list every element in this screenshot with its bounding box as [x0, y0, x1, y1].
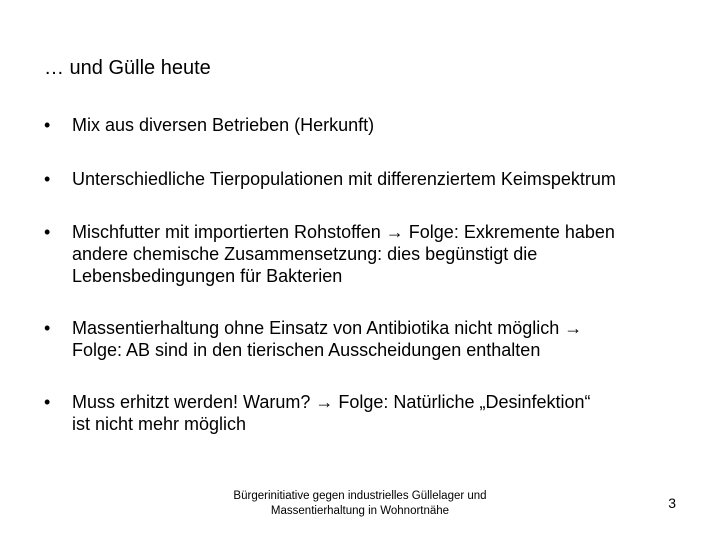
bullet-text: Mix aus diversen Betrieben (Herkunft) [72, 115, 375, 135]
slide-title: … und Gülle heute [44, 57, 211, 79]
slide-footer: Bürgerinitiative gegen industrielles Güllelager und Massentierhaltung in Wohnortnähe [233, 490, 487, 517]
bullet-text: Unterschiedliche Tierpopulationen mit differenziertem Keimspektrum [72, 169, 616, 189]
bullet-item [44, 221, 684, 287]
page-number: 3 [668, 495, 676, 511]
bullet-item [44, 114, 684, 136]
bullet-item [44, 168, 684, 190]
bullet-marker: • [44, 318, 51, 338]
bullet-text: Massentierhaltung ohne Einsatz von Antibiotika nicht möglich → Folge: AB sind in den tierischen Ausscheidungen enthalten [72, 318, 583, 360]
bullet-text: Mischfutter mit importierten Rohstoffen → Folge: Exkremente haben andere chemische Zusammensetzung: dies begünstigt die Lebensbedingungen für Bakterien [72, 222, 615, 286]
bullet-item [44, 317, 684, 361]
bullet-marker: • [44, 169, 51, 189]
bullet-marker: • [44, 115, 51, 135]
bullet-marker: • [44, 392, 51, 412]
bullet-item [44, 391, 684, 435]
bullet-marker: • [44, 222, 51, 242]
bullet-text: Muss erhitzt werden! Warum? → Folge: Natürliche „Desinfektion“ ist nicht mehr möglich [72, 392, 591, 434]
